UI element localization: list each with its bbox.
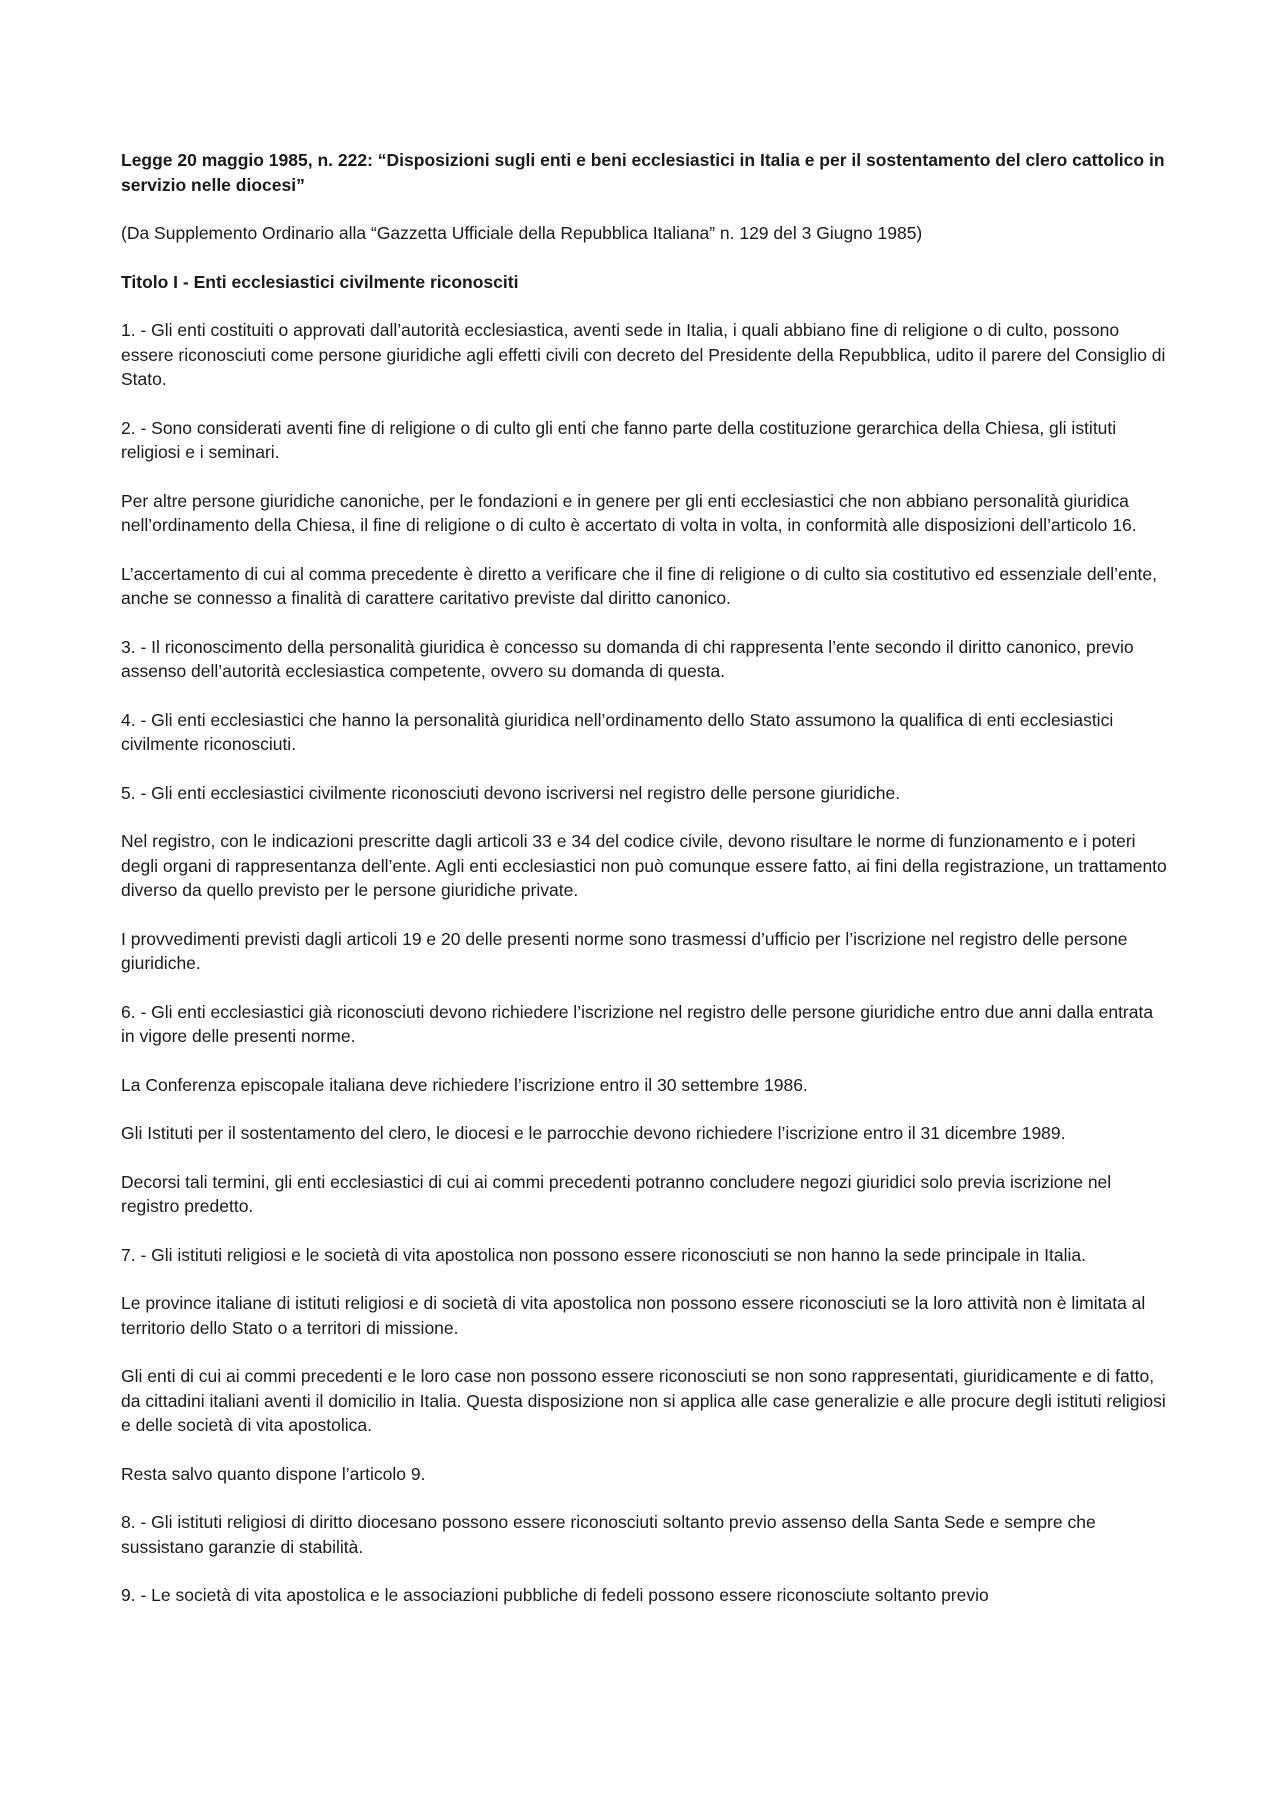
paragraph: La Conferenza episcopale italiana deve richiedere l’iscrizione entro il 30 settembre 1986. [121, 1074, 808, 1095]
paragraph-art-3: 3. - Il riconoscimento della personalità giuridica è concesso su domanda di chi rappresenta l’ente secondo il diritto canonico, previo assenso dell’autorità ecclesiastica competente, ovvero su domanda di questa. [121, 636, 1134, 681]
document-title: Legge 20 maggio 1985, n. 222: “Disposizioni sugli enti e beni ecclesiastici in Italia e per il sostentamento del clero cattolico in servizio nelle diocesi” [121, 150, 1165, 195]
paragraph: Gli Istituti per il sostentamento del clero, le diocesi e le parrocchie devono richiedere l’iscrizione entro il 31 dicembre 1989. [121, 1123, 1066, 1143]
paragraph: Gli enti di cui ai commi precedenti e le loro case non possono essere riconosciuti se non sono rappresentati, giuridicamente e di fatto, da cittadini italiani aventi il domicilio in Italia. Questa disposizione non si applica alle case generalizie e alle procure degli istituti religiosi e delle società di vita apostolica. [121, 1366, 1166, 1435]
paragraph: L’accertamento di cui al comma precedente è diretto a verificare che il fine di religione o di culto sia costitutivo ed essenziale dell’ente, anche se connesso a finalità di carattere caritativo previste dal diritto canonico. [121, 563, 1157, 608]
paragraph-art-8: 8. - Gli istituti religiosi di diritto diocesano possono essere riconosciuti soltanto previo assenso della Santa Sede e sempre che sussistano garanzie di stabilità. [121, 1512, 1096, 1557]
paragraph-art-6: 6. - Gli enti ecclesiastici già riconosciuti devono richiedere l’iscrizione nel registro delle persone giuridiche entro due anni dalla entrata in vigore delle presenti norme. [121, 1001, 1154, 1046]
document-page [121, 148, 1171, 1632]
paragraph: Per altre persone giuridiche canoniche, per le fondazioni e in genere per gli enti ecclesiastici che non abbiano personalità giuridica nell’ordinamento della Chiesa, il fine di religione o di culto è accertato di volta in volta, in conformità alle disposizioni dell’articolo 16. [121, 490, 1137, 535]
paragraph: Resta salvo quanto dispone l’articolo 9. [121, 1463, 426, 1484]
section-heading: Titolo I - Enti ecclesiastici civilmente riconosciti [121, 271, 519, 292]
paragraph: Nel registro, con le indicazioni prescritte dagli articoli 33 e 34 del codice civile, devono risultare le norme di funzionamento e i poteri degli organi di rappresentanza dell’ente. Agli enti ecclesiastici non può comunque essere fatto, ai fini della registrazione, un trattamento diverso da quello previsto per le persone giuridiche private. [121, 831, 1167, 900]
paragraph-art-5: 5. - Gli enti ecclesiastici civilmente riconosciuti devono iscriversi nel registro delle persone giuridiche. [121, 782, 901, 803]
paragraph-art-2: 2. - Sono considerati aventi fine di religione o di culto gli enti che fanno parte della costituzione gerarchica della Chiesa, gli istituti religiosi e i seminari. [121, 417, 1117, 462]
document-source: (Da Supplemento Ordinario alla “Gazzetta Ufficiale della Repubblica Italiana” n. 129 del 3 Giugno 1985) [121, 223, 923, 243]
paragraph-art-9: 9. - Le società di vita apostolica e le associazioni pubbliche di fedeli possono essere riconosciute soltanto previo [121, 1585, 989, 1605]
paragraph: I provvedimenti previsti dagli articoli 19 e 20 delle presenti norme sono trasmessi d’ufficio per l’iscrizione nel registro delle persone giuridiche. [121, 928, 1128, 973]
paragraph-art-4: 4. - Gli enti ecclesiastici che hanno la personalità giuridica nell’ordinamento dello Stato assumono la qualifica di enti ecclesiastici civilmente riconosciuti. [121, 709, 1114, 754]
paragraph: Decorsi tali termini, gli enti ecclesiastici di cui ai commi precedenti potranno concludere negozi giuridici solo previa iscrizione nel registro predetto. [121, 1171, 1112, 1216]
paragraph-art-1: 1. - Gli enti costituiti o approvati dall’autorità ecclesiastica, aventi sede in Italia, i quali abbiano fine di religione o di culto, possono essere riconosciuti come persone giuridiche agli effetti civili con decreto del Presidente della Repubblica, udito il parere del Consiglio di Stato. [121, 320, 1166, 389]
paragraph: Le province italiane di istituti religiosi e di società di vita apostolica non possono essere riconosciuti se la loro attività non è limitata al territorio dello Stato o a territori di missione. [121, 1293, 1146, 1338]
paragraph-art-7: 7. - Gli istituti religiosi e le società di vita apostolica non possono essere riconosciuti se non hanno la sede principale in Italia. [121, 1244, 1086, 1265]
